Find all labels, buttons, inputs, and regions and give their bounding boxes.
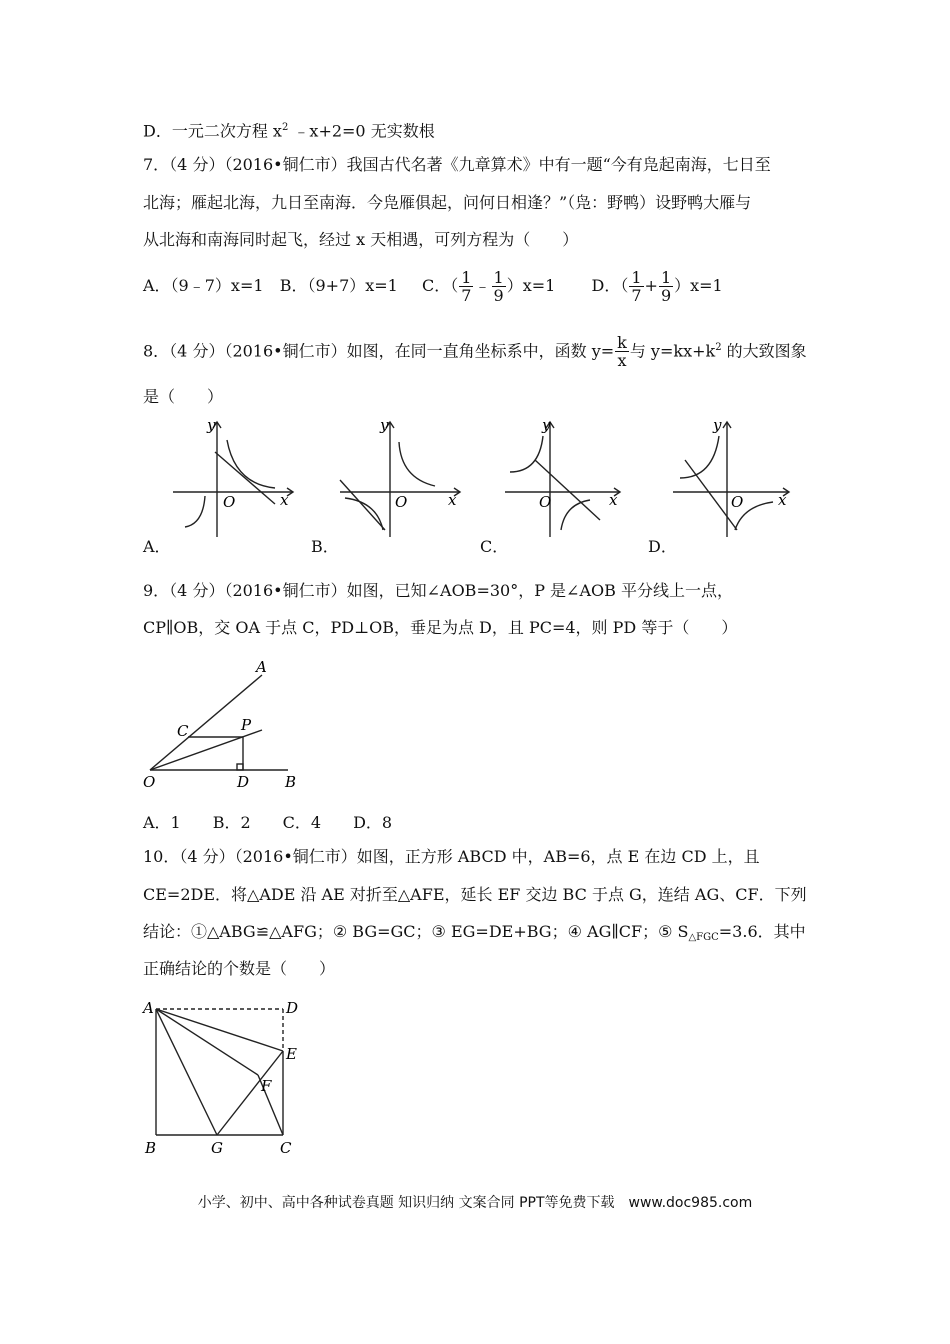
- point-g-label: G: [211, 1139, 223, 1157]
- q8-line-1: 8．（4 分）（2016•铜仁市）如图，在同一直角坐标系中，函数 y= $\frac{k}{x}$ 与 $y=kx+k^2$ 的大致图象: [143, 333, 807, 371]
- point-p-label: P: [241, 716, 252, 734]
- page-footer: 小学、初中、高中各种试卷真题 知识归纳 文案合同 PPT等免费下载 www.doc985.com: [197, 1195, 753, 1211]
- q7-option-c: C．（ $\frac{1}{7}$ ﹣ $\frac{1}{9}$ ）x=1: [422, 268, 556, 305]
- axis-y-label: y: [542, 416, 551, 434]
- axis-y-label: y: [380, 416, 389, 434]
- point-d-label: D: [237, 773, 250, 791]
- q9-options: A．1 B．2 C．4 D．8: [143, 813, 393, 832]
- origin-label: O: [731, 493, 744, 511]
- q7-line-2: 北海；雁起北海，九日至南海．今凫雁俱起，问何日相逢？”（凫：野鸭）设野鸭大雁与: [143, 193, 752, 212]
- q8-graph-c: [495, 412, 635, 542]
- q8-graph-d: [665, 412, 800, 542]
- origin-label: O: [539, 493, 552, 511]
- q8-graph-a: [165, 412, 305, 542]
- point-d-label: D: [286, 999, 299, 1017]
- q7-option-a: A．（9﹣7）x=1: [143, 276, 264, 295]
- q7-options: [143, 268, 723, 304]
- q10-line-1: 10．（4 分）（2016•铜仁市）如图，正方形 ABCD 中，AB=6，点 E 在边 CD 上，且: [143, 847, 760, 866]
- q10-line-3: 结论：①△ABG≌△AFG；② BG=GC；③ EG=DE+BG；④ AG∥CF；⑤ $S_{\triangle FGC}=3.6$．其中: [143, 922, 806, 943]
- point-f-label: F: [261, 1077, 272, 1095]
- q10-line-2: CE=2DE．将△ADE 沿 AE 对折至△AFE，延长 EF 交边 BC 于点 G，连结 AG、CF．下列: [143, 885, 807, 904]
- point-c-label: C: [280, 1139, 292, 1157]
- point-b-label: B: [285, 773, 297, 791]
- point-e-label: E: [286, 1045, 297, 1063]
- q7-line-3: 从北海和南海同时起飞，经过 x 天相遇，可列方程为（ ）: [143, 230, 579, 249]
- q8-label-b: B．: [311, 537, 339, 556]
- q10-line-4: 正确结论的个数是（ ）: [143, 959, 336, 978]
- axis-x-label: x: [448, 491, 457, 509]
- q7-option-d: D．（ $\frac{1}{7}$ + $\frac{1}{9}$ ）x=1: [591, 268, 723, 305]
- axis-x-label: x: [280, 491, 289, 509]
- point-c-label: C: [177, 722, 189, 740]
- q8-label-c: C．: [480, 537, 509, 556]
- q9-line-2: CP∥OB，交 OA 于点 C，PD⊥OB，垂足为点 D，且 PC=4，则 PD 等于（ ）: [143, 618, 738, 637]
- q9-line-1: 9．（4 分）（2016•铜仁市）如图，已知∠AOB=30°，P 是∠AOB 平分线上一点，: [143, 581, 733, 600]
- q8-label-d: D．: [648, 537, 677, 556]
- point-a-label: A: [256, 658, 267, 676]
- origin-label: O: [395, 493, 408, 511]
- point-a-label: A: [143, 999, 154, 1017]
- axis-x-label: x: [778, 491, 787, 509]
- q9-figure: [140, 655, 315, 795]
- q6-option-d: D．一元二次方程 $x^2$ ﹣x+2=0 无实数根: [143, 121, 435, 141]
- q7-option-b: B．（9+7）x=1: [279, 276, 398, 295]
- q7-line-1: 7．（4 分）（2016•铜仁市）我国古代名著《九章算术》中有一题“今有凫起南海，七日至: [143, 155, 771, 174]
- q8-label-a: A．: [143, 537, 171, 556]
- point-o-label: O: [143, 773, 156, 791]
- axis-x-label: x: [609, 491, 618, 509]
- origin-label: O: [223, 493, 236, 511]
- q8-graph-b: [335, 412, 475, 542]
- q10-figure: [140, 995, 310, 1165]
- point-b-label: B: [145, 1139, 157, 1157]
- q8-line-2: 是（ ）: [143, 387, 224, 406]
- axis-y-label: y: [207, 416, 216, 434]
- axis-y-label: y: [713, 416, 722, 434]
